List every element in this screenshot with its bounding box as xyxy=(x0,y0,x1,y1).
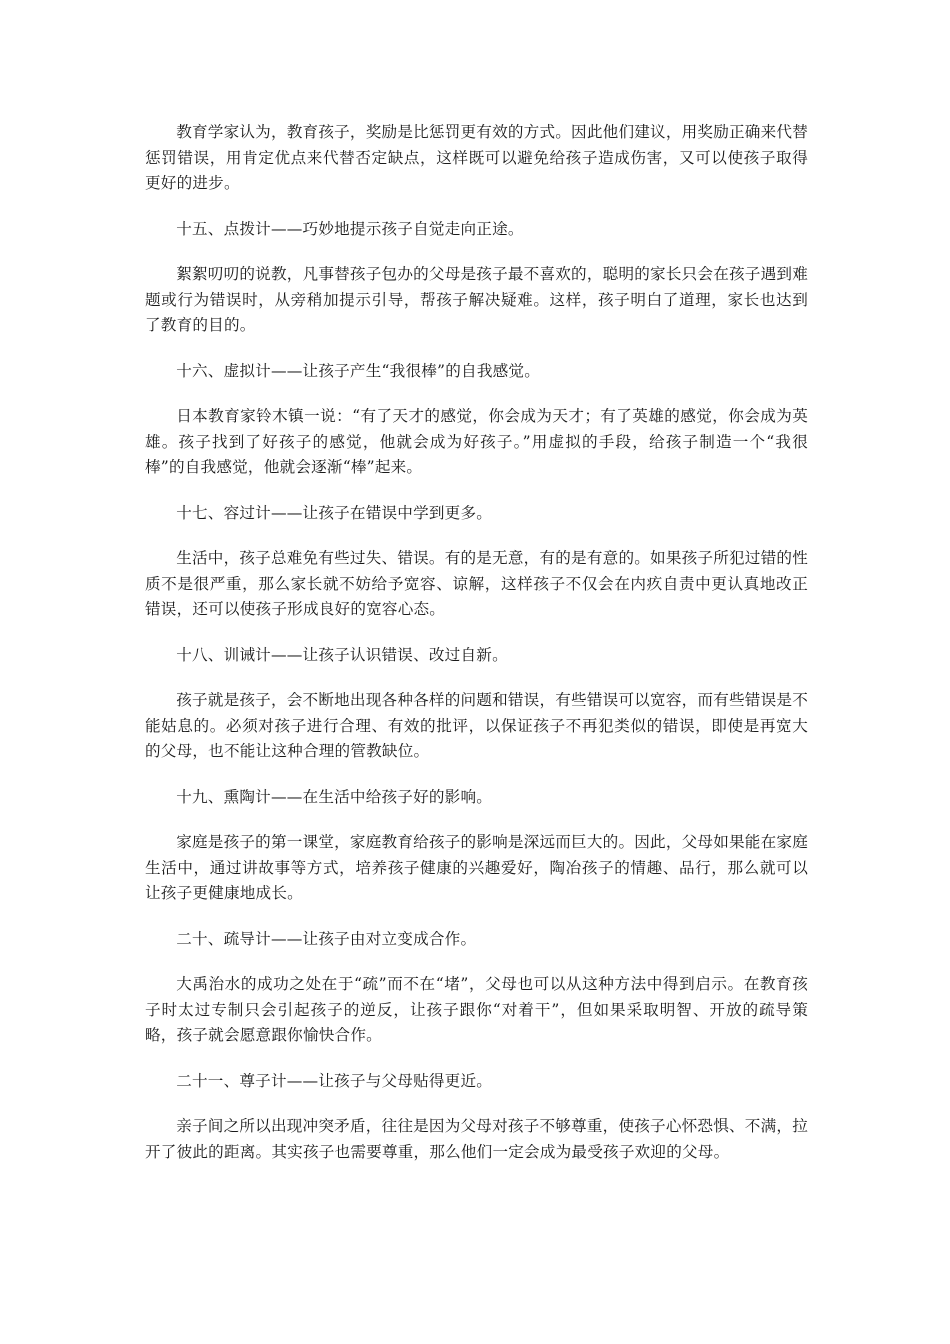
heading-21-zunzi: 二十一、尊子计——让孩子与父母贴得更近。 xyxy=(176,1071,493,1090)
paragraph-18: 孩子就是孩子，会不断地出现各种各样的问题和错误，有些错误可以宽容，而有些错误是不能姑息的。必须对孩子进行合理、有效的批评，以保证孩子不再犯类似的错误，即使是再宽大的父母，也不能让这种合理的管教缺位。 xyxy=(145,691,808,760)
paragraph-20: 大禹治水的成功之处在于“疏”而不在“堵”，父母也可以从这种方法中得到启示。在教育孩子时太过专制只会引起孩子的逆反，让孩子跟你“对着干”，但如果采取明智、开放的疏导策略，孩子就会愿意跟你愉快合作。 xyxy=(145,975,808,1044)
heading-17-ronguo: 十七、容过计——让孩子在错误中学到更多。 xyxy=(176,503,493,522)
heading-18-xunjie: 十八、训诫计——让孩子认识错误、改过自新。 xyxy=(176,645,508,664)
paragraph-intro: 教育学家认为，教育孩子，奖励是比惩罚更有效的方式。因此他们建议，用奖励正确来代替惩罚错误，用肯定优点来代替否定缺点，这样既可以避免给孩子造成伤害，又可以使孩子取得更好的进步。 xyxy=(145,123,808,192)
heading-20-shudao: 二十、疏导计——让孩子由对立变成合作。 xyxy=(176,929,477,948)
paragraph-21: 亲子间之所以出现冲突矛盾，往往是因为父母对孩子不够尊重，使孩子心怀恐惧、不满，拉开了彼此的距离。其实孩子也需要尊重，那么他们一定会成为最受孩子欢迎的父母。 xyxy=(145,1117,808,1161)
document-page xyxy=(145,120,808,1165)
paragraph-15: 絮絮叨叨的说教，凡事替孩子包办的父母是孩子最不喜欢的，聪明的家长只会在孩子遇到难题或行为错误时，从旁稍加提示引导，帮孩子解决疑难。这样，孩子明白了道理，家长也达到了教育的目的。 xyxy=(145,265,808,334)
heading-19-xuntao: 十九、熏陶计——在生活中给孩子好的影响。 xyxy=(176,787,493,806)
heading-15-dianbo: 十五、点拨计——巧妙地提示孩子自觉走向正途。 xyxy=(176,219,524,238)
heading-16-xuni: 十六、虚拟计——让孩子产生“我很棒”的自我感觉。 xyxy=(176,361,540,380)
paragraph-16: 日本教育家铃木镇一说：“有了天才的感觉，你会成为天才；有了英雄的感觉，你会成为英雄。孩子找到了好孩子的感觉，他就会成为好孩子。”用虚拟的手段，给孩子制造一个“我很棒”的自我感觉，他就会逐渐“棒”起来。 xyxy=(145,407,808,476)
paragraph-19: 家庭是孩子的第一课堂，家庭教育给孩子的影响是深远而巨大的。因此，父母如果能在家庭生活中，通过讲故事等方式，培养孩子健康的兴趣爱好，陶冶孩子的情趣、品行，那么就可以让孩子更健康地成长。 xyxy=(145,833,808,902)
paragraph-17: 生活中，孩子总难免有些过失、错误。有的是无意，有的是有意的。如果孩子所犯过错的性质不是很严重，那么家长就不妨给予宽容、谅解，这样孩子不仅会在内疚自责中更认真地改正错误，还可以使孩子形成良好的宽容心态。 xyxy=(145,549,808,618)
